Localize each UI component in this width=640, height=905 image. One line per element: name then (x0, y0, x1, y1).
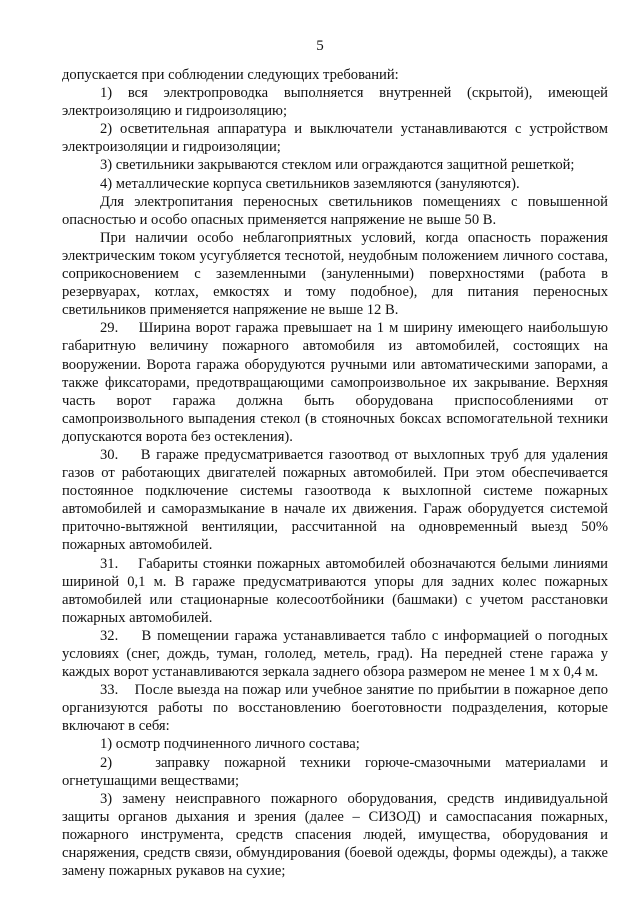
paragraph: 1) вся электропроводка выполняется внутренней (скрытой), имеющей электроизоляцию и гидроизоляцию; (62, 85, 608, 120)
paragraph: 30. В гараже предусматривается газоотвод от выхлопных труб для удаления газов от работающих двигателей пожарных автомобилей. При этом обеспечивается постоянное подключение системы газоотвода к выхлопной системе пожарных автомобилей и саморазмыкание в начале их движения. Гараж оборудуется системой приточно-вытяжной вентиляции, рассчитанной на одновременный выезд 50% пожарных автомобилей. (62, 446, 608, 554)
paragraph: 3) замену неисправного пожарного оборудования, средств индивидуальной защиты органов дыхания и зрения (далее – СИЗОД) и самоспасания пожарных, пожарного инструмента, средств спасения людей, имущества, оборудования и снаряжения, средств связи, обмундирования (боевой одежды, формы одежды), а также замену пожарных рукавов на сухие; (62, 790, 608, 880)
paragraph: 1) осмотр подчиненного личного состава; (100, 736, 360, 753)
paragraph: 3) светильники закрываются стеклом или ограждаются защитной решеткой; (100, 157, 575, 174)
paragraph: 31. Габариты стоянки пожарных автомобилей обозначаются белыми линиями шириной 0,1 м. В гараже предусматриваются упоры для задних колес пожарных автомобилей или стационарные колесоотбойники (башмаки) с учетом расстановки пожарных автомобилей. (62, 555, 608, 626)
document-body (62, 66, 608, 880)
paragraph: При наличии особо неблагоприятных условий, когда опасность поражения электрическим током усугубляется теснотой, неудобным положением личного состава, соприкосновением с заземленными (зануленными) поверхностями (работа в резервуарах, котлах, емкостях и тому подобное), для питания переносных светильников применяется напряжение не выше 12 В. (62, 229, 608, 319)
paragraph: 2) осветительная аппаратура и выключатели устанавливаются с устройством электроизоляции и гидроизоляции; (62, 121, 608, 156)
page-number: 5 (316, 38, 324, 54)
paragraph: 32. В помещении гаража устанавливается табло с информацией о погодных условиях (снег, дождь, туман, гололед, метель, град). На передней стене гаража у каждых ворот устанавливаются зеркала заднего обзора размером не менее 1 м х 0,4 м. (62, 627, 608, 681)
paragraph: 4) металлические корпуса светильников заземляются (зануляются). (100, 175, 520, 192)
paragraph: Для электропитания переносных светильников помещениях с повышенной опасностью и особо опасных применяется напряжение не выше 50 В. (62, 193, 608, 228)
paragraph: 2) заправку пожарной техники горюче-смазочными материалами и огнетушащими веществами; (62, 754, 608, 789)
paragraph: 33. После выезда на пожар или учебное занятие по прибытии в пожарное депо организуются работы по восстановлению боеготовности подразделения, которые включают в себя: (62, 682, 608, 735)
paragraph: 29. Ширина ворот гаража превышает на 1 м ширину имеющего наибольшую габаритную величину пожарного автомобиля из автомобилей, состоящих на вооружении. Ворота гаража оборудуются ручными или автоматическими запорами, а также фиксаторами, предотвращающими самопроизвольное их закрывание. Верхняя часть ворот гаража должна быть оборудована приспособлениями от самопроизвольного выпадения стекол (в стояночных боксах вспомогательной техники допускаются ворота без остекления). (62, 320, 608, 445)
paragraph: допускается при соблюдении следующих требований: (62, 67, 399, 83)
